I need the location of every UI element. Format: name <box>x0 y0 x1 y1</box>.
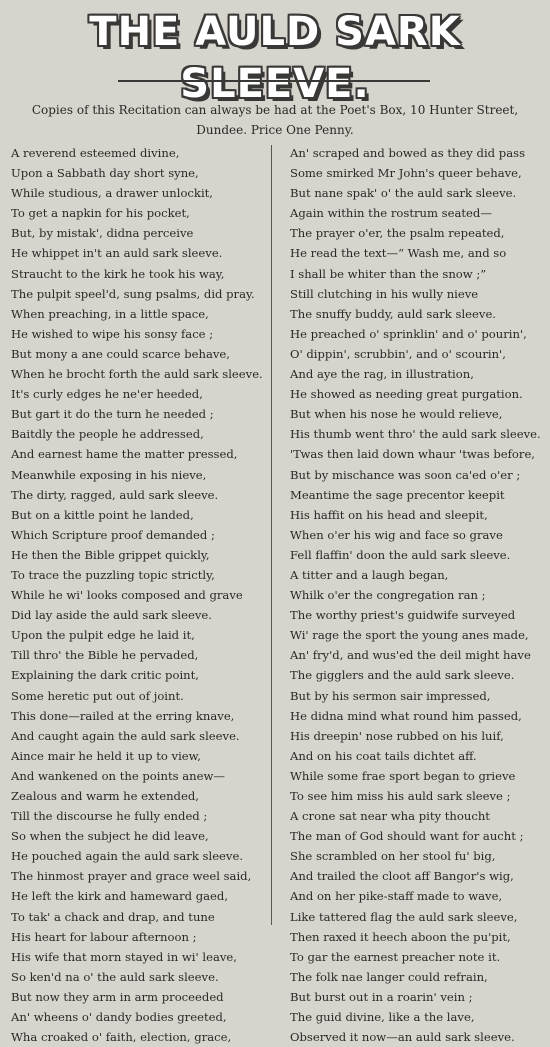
poem-left-column <box>11 143 266 1047</box>
poem-line: The snuffy buddy, auld sark sleeve. <box>290 306 496 321</box>
poem-line: To see him miss his auld sark sleeve ; <box>290 789 511 803</box>
poem-line: And trailed the cloot aff Bangor's wig, <box>290 869 514 884</box>
poem-line: His haffit on his head and sleepit, <box>290 507 488 522</box>
poem-line: Wha croaked o' faith, election, grace, <box>11 1030 232 1045</box>
poem-line: Till thro' the Bible he pervaded, <box>11 648 199 663</box>
poem-line: But mony a ane could scarce behave, <box>11 346 230 361</box>
poem-line: The pulpit speel'd, sung psalms, did pray. <box>11 286 255 301</box>
poem-line: Still clutching in his wully nieve <box>290 286 479 301</box>
poem-line: And aye the rag, in illustration, <box>290 367 474 382</box>
poem-line: But burst out in a roarin' vein ; <box>290 989 473 1004</box>
poem-line: The gigglers and the auld sark sleeve. <box>290 668 515 683</box>
poem-line: His thumb went thro' the auld sark sleeve. <box>290 427 541 442</box>
poem-line: So ken'd na o' the auld sark sleeve. <box>11 969 219 984</box>
poem-line: O' dippin', scrubbin', and o' scourin', <box>290 346 506 361</box>
poem-line: But by mischance was soon ca'ed o'er ; <box>290 467 521 482</box>
notice-line-2: Dundee. Price One Penny. <box>196 123 354 137</box>
poem-line: The worthy priest's guidwife surveyed <box>290 608 516 623</box>
poem-line: Fell flaffin' doon the auld sark sleeve. <box>290 547 511 562</box>
poem-line: An' fry'd, and wus'ed the deil might have <box>290 648 531 663</box>
poem-line: The man of God should want for aucht ; <box>290 829 524 844</box>
poem-line: While he wi' looks composed and grave <box>11 588 243 603</box>
poem-line: Straucht to the kirk he took his way, <box>11 266 225 281</box>
poem-line: He left the kirk and hameward gaed, <box>11 889 229 904</box>
poem-line: Zealous and warm he extended, <box>11 789 199 803</box>
notice-line-1: Copies of this Recitation can always be had at the Poet's Box, 10 Hunter Street, <box>31 103 519 117</box>
poem-line: But, by mistak', didna perceive <box>11 226 194 241</box>
poem-line: Baitdly the people he addressed, <box>11 427 204 442</box>
poem-line: Meantime the sage precentor keepit <box>290 487 505 502</box>
poem-line: The dirty, ragged, auld sark sleeve. <box>11 487 219 502</box>
poem-line: Till the discourse he fully ended ; <box>11 809 208 824</box>
publication-notice <box>14 100 536 140</box>
poem-line: Again within the rostrum seated— <box>290 206 492 221</box>
poem-line: To trace the puzzling topic strictly, <box>11 567 215 582</box>
poem-line: Wi' rage the sport the young anes made, <box>290 628 529 643</box>
poem-line: The guid divine, like a the lave, <box>290 1010 475 1025</box>
column-divider <box>271 145 272 925</box>
poem-line: Upon a Sabbath day short syne, <box>11 166 199 181</box>
poem-line: A crone sat near wha pity thoucht <box>290 809 490 824</box>
poem-line: The folk nae langer could refrain, <box>290 969 488 984</box>
poem-line: Observed it now—an auld sark sleeve. <box>290 1030 515 1045</box>
poem-line: And earnest hame the matter pressed, <box>11 447 238 462</box>
poem-line: The prayer o'er, the psalm repeated, <box>290 226 505 241</box>
poem-line: Whilk o'er the congregation ran ; <box>290 588 486 603</box>
poem-line: Did lay aside the auld sark sleeve. <box>11 608 212 623</box>
poem-line: While studious, a drawer unlockit, <box>11 186 213 201</box>
poem-line: A reverend esteemed divine, <box>11 146 180 160</box>
poem-line: He wished to wipe his sonsy face ; <box>11 326 214 341</box>
poem-line: But when his nose he would relieve, <box>290 407 503 422</box>
page-title: THE AULD SARK SLEEVE. <box>89 9 461 107</box>
poem-line: But gart it do the turn he needed ; <box>11 407 214 422</box>
poem-line: When o'er his wig and face so grave <box>290 527 503 542</box>
poem-line: Like tattered flag the auld sark sleeve, <box>290 909 518 924</box>
poem-line: When he brocht forth the auld sark sleeve. <box>11 367 263 382</box>
poem-line: Explaining the dark critic point, <box>11 668 199 683</box>
poem-line: It's curly edges he ne'er heeded, <box>11 387 203 402</box>
poem-line: He pouched again the auld sark sleeve. <box>11 849 244 864</box>
poem-line: Aince mair he held it up to view, <box>11 748 201 763</box>
poem-line: He read the text—“ Wash me, and so <box>290 246 507 261</box>
poem-line: To get a napkin for his pocket, <box>11 206 190 221</box>
poem-line: He didna mind what round him passed, <box>290 708 522 723</box>
poem-line: The hinmost prayer and grace weel said, <box>11 869 252 884</box>
poem-line: He whippet in't an auld sark sleeve. <box>11 246 223 261</box>
poem-line: But now they arm in arm proceeded <box>11 989 224 1004</box>
poem-line: To tak' a chack and drap, and tune <box>11 909 215 924</box>
poem-line: So when the subject he did leave, <box>11 829 209 844</box>
poem-line: An' scraped and bowed as they did pass <box>290 146 526 160</box>
title-underline <box>118 80 430 82</box>
poem-line: I shall be whiter than the snow ;” <box>290 266 487 281</box>
poem-line: And on her pike-staff made to wave, <box>290 889 503 904</box>
poem-line: He preached o' sprinklin' and o' pourin', <box>290 326 527 341</box>
poem-line: A titter and a laugh began, <box>290 567 449 582</box>
poem-line: She scrambled on her stool fu' big, <box>290 849 496 864</box>
poem-line: His dreepin' nose rubbed on his luif, <box>290 728 504 743</box>
poem-line: He then the Bible grippet quickly, <box>11 547 210 562</box>
poem-line: While some frae sport began to grieve <box>290 768 516 783</box>
poem-right-column <box>290 143 548 1047</box>
poem-line: Some smirked Mr John's queer behave, <box>290 166 522 181</box>
poem-line: His heart for labour afternoon ; <box>11 929 197 944</box>
poem-line: Upon the pulpit edge he laid it, <box>11 628 195 643</box>
poem-line: Which Scripture proof demanded ; <box>11 527 215 542</box>
poem-line: 'Twas then laid down whaur 'twas before, <box>290 447 535 462</box>
poem-line: When preaching, in a little space, <box>11 306 209 321</box>
poem-line: His wife that morn stayed in wi' leave, <box>11 949 237 964</box>
poem-line: To gar the earnest preacher note it. <box>290 949 501 964</box>
poem-line: This done—railed at the erring knave, <box>11 708 235 723</box>
poem-line: Then raxed it heech aboon the pu'pit, <box>290 929 511 944</box>
poem-line: And on his coat tails dichtet aff. <box>290 748 477 763</box>
poem-line: Some heretic put out of joint. <box>11 688 184 703</box>
poem-line: Meanwhile exposing in his nieve, <box>11 467 207 482</box>
poem-line: He showed as needing great purgation. <box>290 387 523 402</box>
poem-line: And wankened on the points anew— <box>11 768 226 783</box>
poem-line: But nane spak' o' the auld sark sleeve. <box>290 186 517 201</box>
poem-line: But by his sermon sair impressed, <box>290 688 491 703</box>
poem-line: And caught again the auld sark sleeve. <box>11 728 240 743</box>
poem-line: But on a kittle point he landed, <box>11 507 194 522</box>
poem-line: An' wheens o' dandy bodies greeted, <box>11 1010 227 1025</box>
